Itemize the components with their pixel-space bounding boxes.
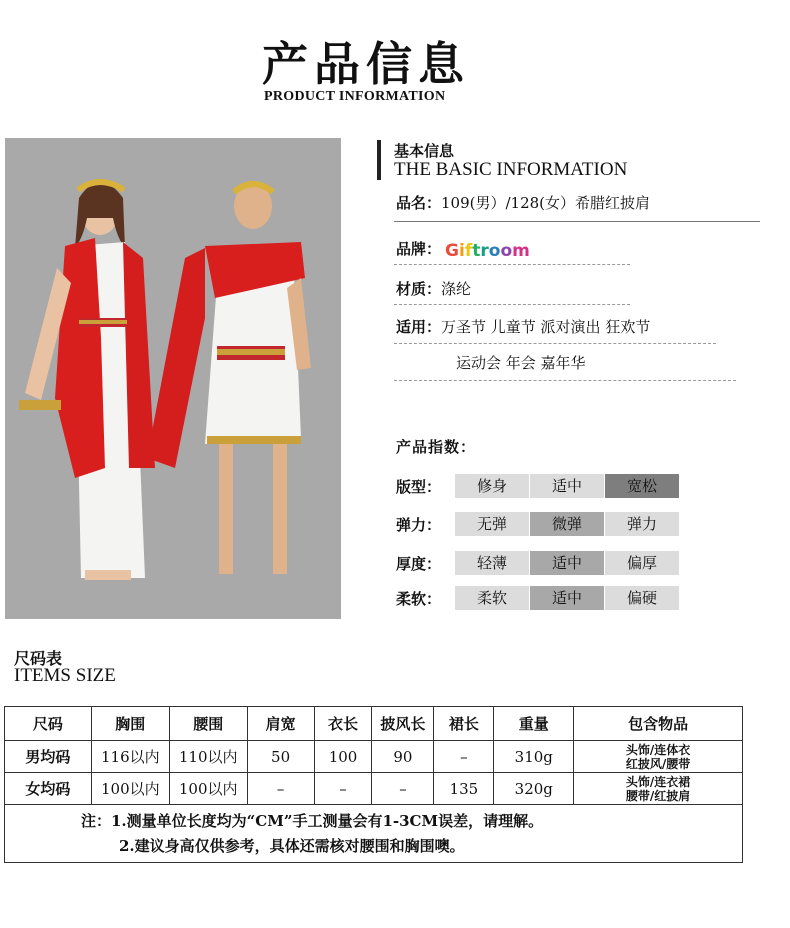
use-value-line1: 万圣节 儿童节 派对演出 狂欢节 [441, 318, 651, 336]
note-line-2: 2.建议身高仅供参考，具体还需核对腰围和胸围噢。 [119, 836, 465, 855]
basic-info-title-en: THE BASIC INFORMATION [394, 159, 628, 180]
material-value: 涤纶 [441, 280, 472, 298]
brand-letter: o [500, 241, 513, 261]
table-cell: 135 [434, 773, 494, 805]
index-option: 适中 [530, 474, 604, 498]
index-option: 修身 [455, 474, 529, 498]
index-option: 轻薄 [455, 551, 529, 575]
table-cell: 男均码 [5, 741, 92, 773]
index-option: 偏硬 [605, 586, 679, 610]
brand-letter: r [480, 241, 489, 261]
index-option: 无弹 [455, 512, 529, 536]
table-header-cell: 披风长 [372, 707, 434, 741]
table-row [5, 741, 743, 773]
brand-letter: f [464, 241, 473, 261]
index-row-label: 版型： [396, 478, 442, 496]
product-photo [5, 138, 341, 619]
table-cell: 90 [372, 741, 434, 773]
divider [394, 221, 760, 222]
brand-letter: G [445, 241, 459, 261]
size-note [5, 805, 743, 863]
item-line: 红披风/腰带 [625, 756, 691, 771]
divider [394, 343, 716, 344]
table-header-cell: 胸围 [91, 707, 169, 741]
table-cell-items [574, 741, 743, 773]
material-label: 材质： [396, 280, 442, 298]
divider [394, 304, 630, 305]
table-header-cell: 包含物品 [574, 707, 743, 741]
index-option: 宽松 [605, 474, 679, 498]
table-header-cell: 裙长 [434, 707, 494, 741]
table-cell: 女均码 [5, 773, 92, 805]
index-row-label: 弹力： [396, 516, 442, 534]
table-cell: 310g [494, 741, 574, 773]
table-header-cell: 腰围 [169, 707, 247, 741]
basic-info-title: 基本信息 [394, 142, 455, 160]
divider [394, 264, 630, 265]
page-subtitle: PRODUCT INFORMATION [264, 89, 446, 104]
brand-letter: i [458, 241, 465, 261]
section-marker [377, 140, 381, 180]
index-option: 弹力 [605, 512, 679, 536]
use-row [396, 316, 650, 337]
item-line: 头饰/连体衣 [625, 742, 691, 757]
page-title: 产品信息 [262, 37, 470, 91]
table-cell: 100以内 [169, 773, 247, 805]
use-label: 适用： [396, 318, 442, 336]
brand-letter: o [488, 241, 501, 261]
brand-logo [445, 241, 530, 261]
table-cell: 116以内 [91, 741, 169, 773]
item-line: 头饰/连衣裙 [625, 774, 691, 789]
table-cell: – [247, 773, 314, 805]
item-line: 腰带/红披肩 [625, 788, 691, 803]
table-cell: – [314, 773, 372, 805]
material-row [396, 278, 471, 299]
brand-label: 品牌： [396, 240, 442, 258]
index-option: 微弹 [530, 512, 604, 536]
table-header-cell: 尺码 [5, 707, 92, 741]
brand-row [396, 238, 530, 261]
index-title: 产品指数： [396, 438, 477, 456]
divider [394, 380, 736, 381]
table-cell: 100以内 [91, 773, 169, 805]
table-cell: 110以内 [169, 741, 247, 773]
index-option: 适中 [530, 551, 604, 575]
table-header-cell: 衣长 [314, 707, 372, 741]
note-line-1: 注：1.测量单位长度均为“CM”手工测量会有1-3CM误差，请理解。 [81, 811, 544, 830]
brand-letter: t [472, 241, 481, 261]
index-option: 偏厚 [605, 551, 679, 575]
table-cell: – [372, 773, 434, 805]
table-cell: 100 [314, 741, 372, 773]
product-name-label: 品名： [396, 194, 442, 212]
size-table [4, 706, 743, 863]
index-row-label: 柔软： [396, 590, 442, 608]
use-value-line2: 运动会 年会 嘉年华 [456, 354, 586, 372]
brand-letter: m [512, 241, 530, 261]
index-row-label: 厚度： [396, 555, 442, 573]
table-cell: 50 [247, 741, 314, 773]
table-cell: – [434, 741, 494, 773]
index-option: 适中 [530, 586, 604, 610]
table-row [5, 773, 743, 805]
product-name-row [396, 192, 650, 213]
costume-models-image [5, 138, 341, 619]
size-title-en: ITEMS SIZE [14, 665, 116, 686]
table-cell-items [574, 773, 743, 805]
size-header-row [5, 707, 743, 741]
table-cell: 320g [494, 773, 574, 805]
size-title: 尺码表 [14, 649, 63, 668]
product-name-value: 109(男）/128(女）希腊红披肩 [441, 194, 651, 212]
index-option: 柔软 [455, 586, 529, 610]
table-header-cell: 重量 [494, 707, 574, 741]
table-header-cell: 肩宽 [247, 707, 314, 741]
